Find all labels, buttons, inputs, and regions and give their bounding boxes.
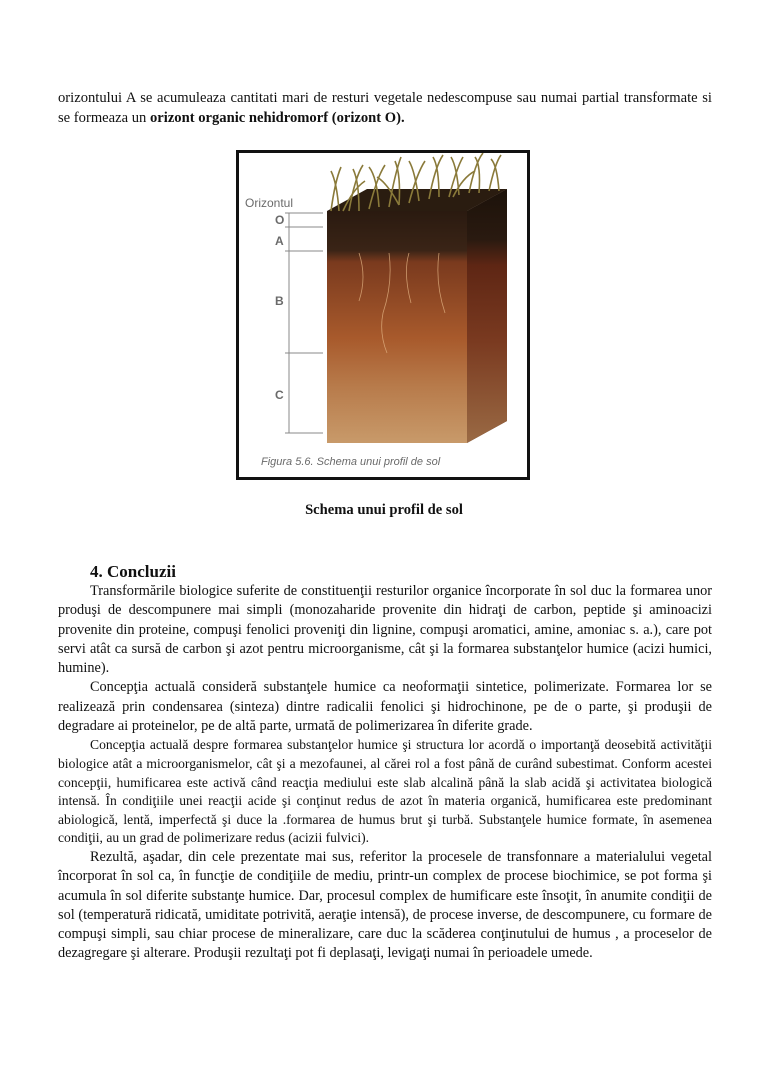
soil-block-side bbox=[467, 189, 507, 443]
soil-profile-figure bbox=[236, 150, 530, 480]
horizon-c-label: C bbox=[275, 388, 284, 402]
intro-paragraph bbox=[58, 89, 712, 128]
paragraph-2: Concepţia actuală consideră substanţele humice ca neoformaţii sintetice, polimerizate. Formarea lor se realizează prin condensarea (sinteza) dintre radicalii fenolici şi hidrochinone, pe de o parte, şi produşii de degradare ai proteinelor, pe de altă parte, urmată de polimerizarea în diferite grade. bbox=[58, 679, 712, 735]
horizon-b-label: B bbox=[275, 294, 284, 308]
intro-bold-term: orizont organic nehidromorf (orizont O). bbox=[149, 109, 405, 126]
horizon-a-label: A bbox=[275, 234, 284, 248]
paragraph-1: Transformările biologice suferite de constituenţii resturilor organice încorporate în sol duc la formarea unor produşi de descompunere mai simpli (monozaharide provenite din hidraţi de carbon, peptide şi aminoacizi provenite din proteine, compuşi fenolici proveniţi din lignine, compuşi aromatici, amine, amoniac s. a.), care pot servi atât ca sursă de carbon şi azot pentru microorganisme, cât şi la formarea substanţelor humice (acizi humici, humine). bbox=[58, 583, 712, 677]
horizon-o-label: O bbox=[275, 213, 285, 227]
soil-block-front bbox=[327, 211, 467, 443]
section-body bbox=[58, 582, 712, 964]
horizon-brackets bbox=[285, 213, 323, 433]
intro-text: orizontului A se acumuleaza cantitati mari de resturi vegetale nedescompuse sau numai partial transformate si se formeaza un bbox=[58, 90, 712, 126]
soil-profile-illustration bbox=[239, 153, 527, 477]
horizon-title-label: Orizontul bbox=[245, 196, 294, 210]
paragraph-3: Concepţia actuală despre formarea substanţelor humice şi structura lor acordă o importanţă deosebită activităţii biologice atât a microorganismelor, cât şi a mezofaunei, al cărei rol a fost până de curând subestimat. Conform acestei concepţii, humificarea este activă când reacţia mediului este slab alcalină până la slab acidă şi activitatea biologică intensă. În condiţiile unei reacţii acide şi conţinut redus de azot în materia organică, humificarea este predominant abiologică, lentă, imperfectă şi duce la .formarea de humus brut şi turbă. Substanţele humice formate, în asemenea condiţii, au un grad de polimerizare redus (acizii fulvici). bbox=[58, 737, 712, 846]
figure-caption: Schema unui profil de sol bbox=[305, 502, 463, 518]
paragraph-4: Rezultă, aşadar, din cele prezentate mai sus, referitor la procesele de transfonnare a materialului vegetal încorporat în sol ca, în funcţie de condiţiile de mediu, printr-un complex de procese biochimice, se pot forma şi acumula în sol diferite substanţe humice. Dar, procesul complex de humificare este însoţit, în anumite condiţii de sol (temperatură ridicată, umiditate potrivită, aeraţie intensă), de procese inverse, de descompunere, cu formare de compuşi simpli, sau chiar procese de mineralizare, care duc la scăderea conţinutului de humus , a proceselor de dezagregare şi alterare. Produşii rezultaţi pot fi deplasaţi, levigaţi numai în perioadele umede. bbox=[58, 848, 712, 962]
figure-inner-caption: Figura 5.6. Schema unui profil de sol bbox=[261, 456, 441, 468]
section-heading: 4. Concluzii bbox=[90, 562, 176, 581]
